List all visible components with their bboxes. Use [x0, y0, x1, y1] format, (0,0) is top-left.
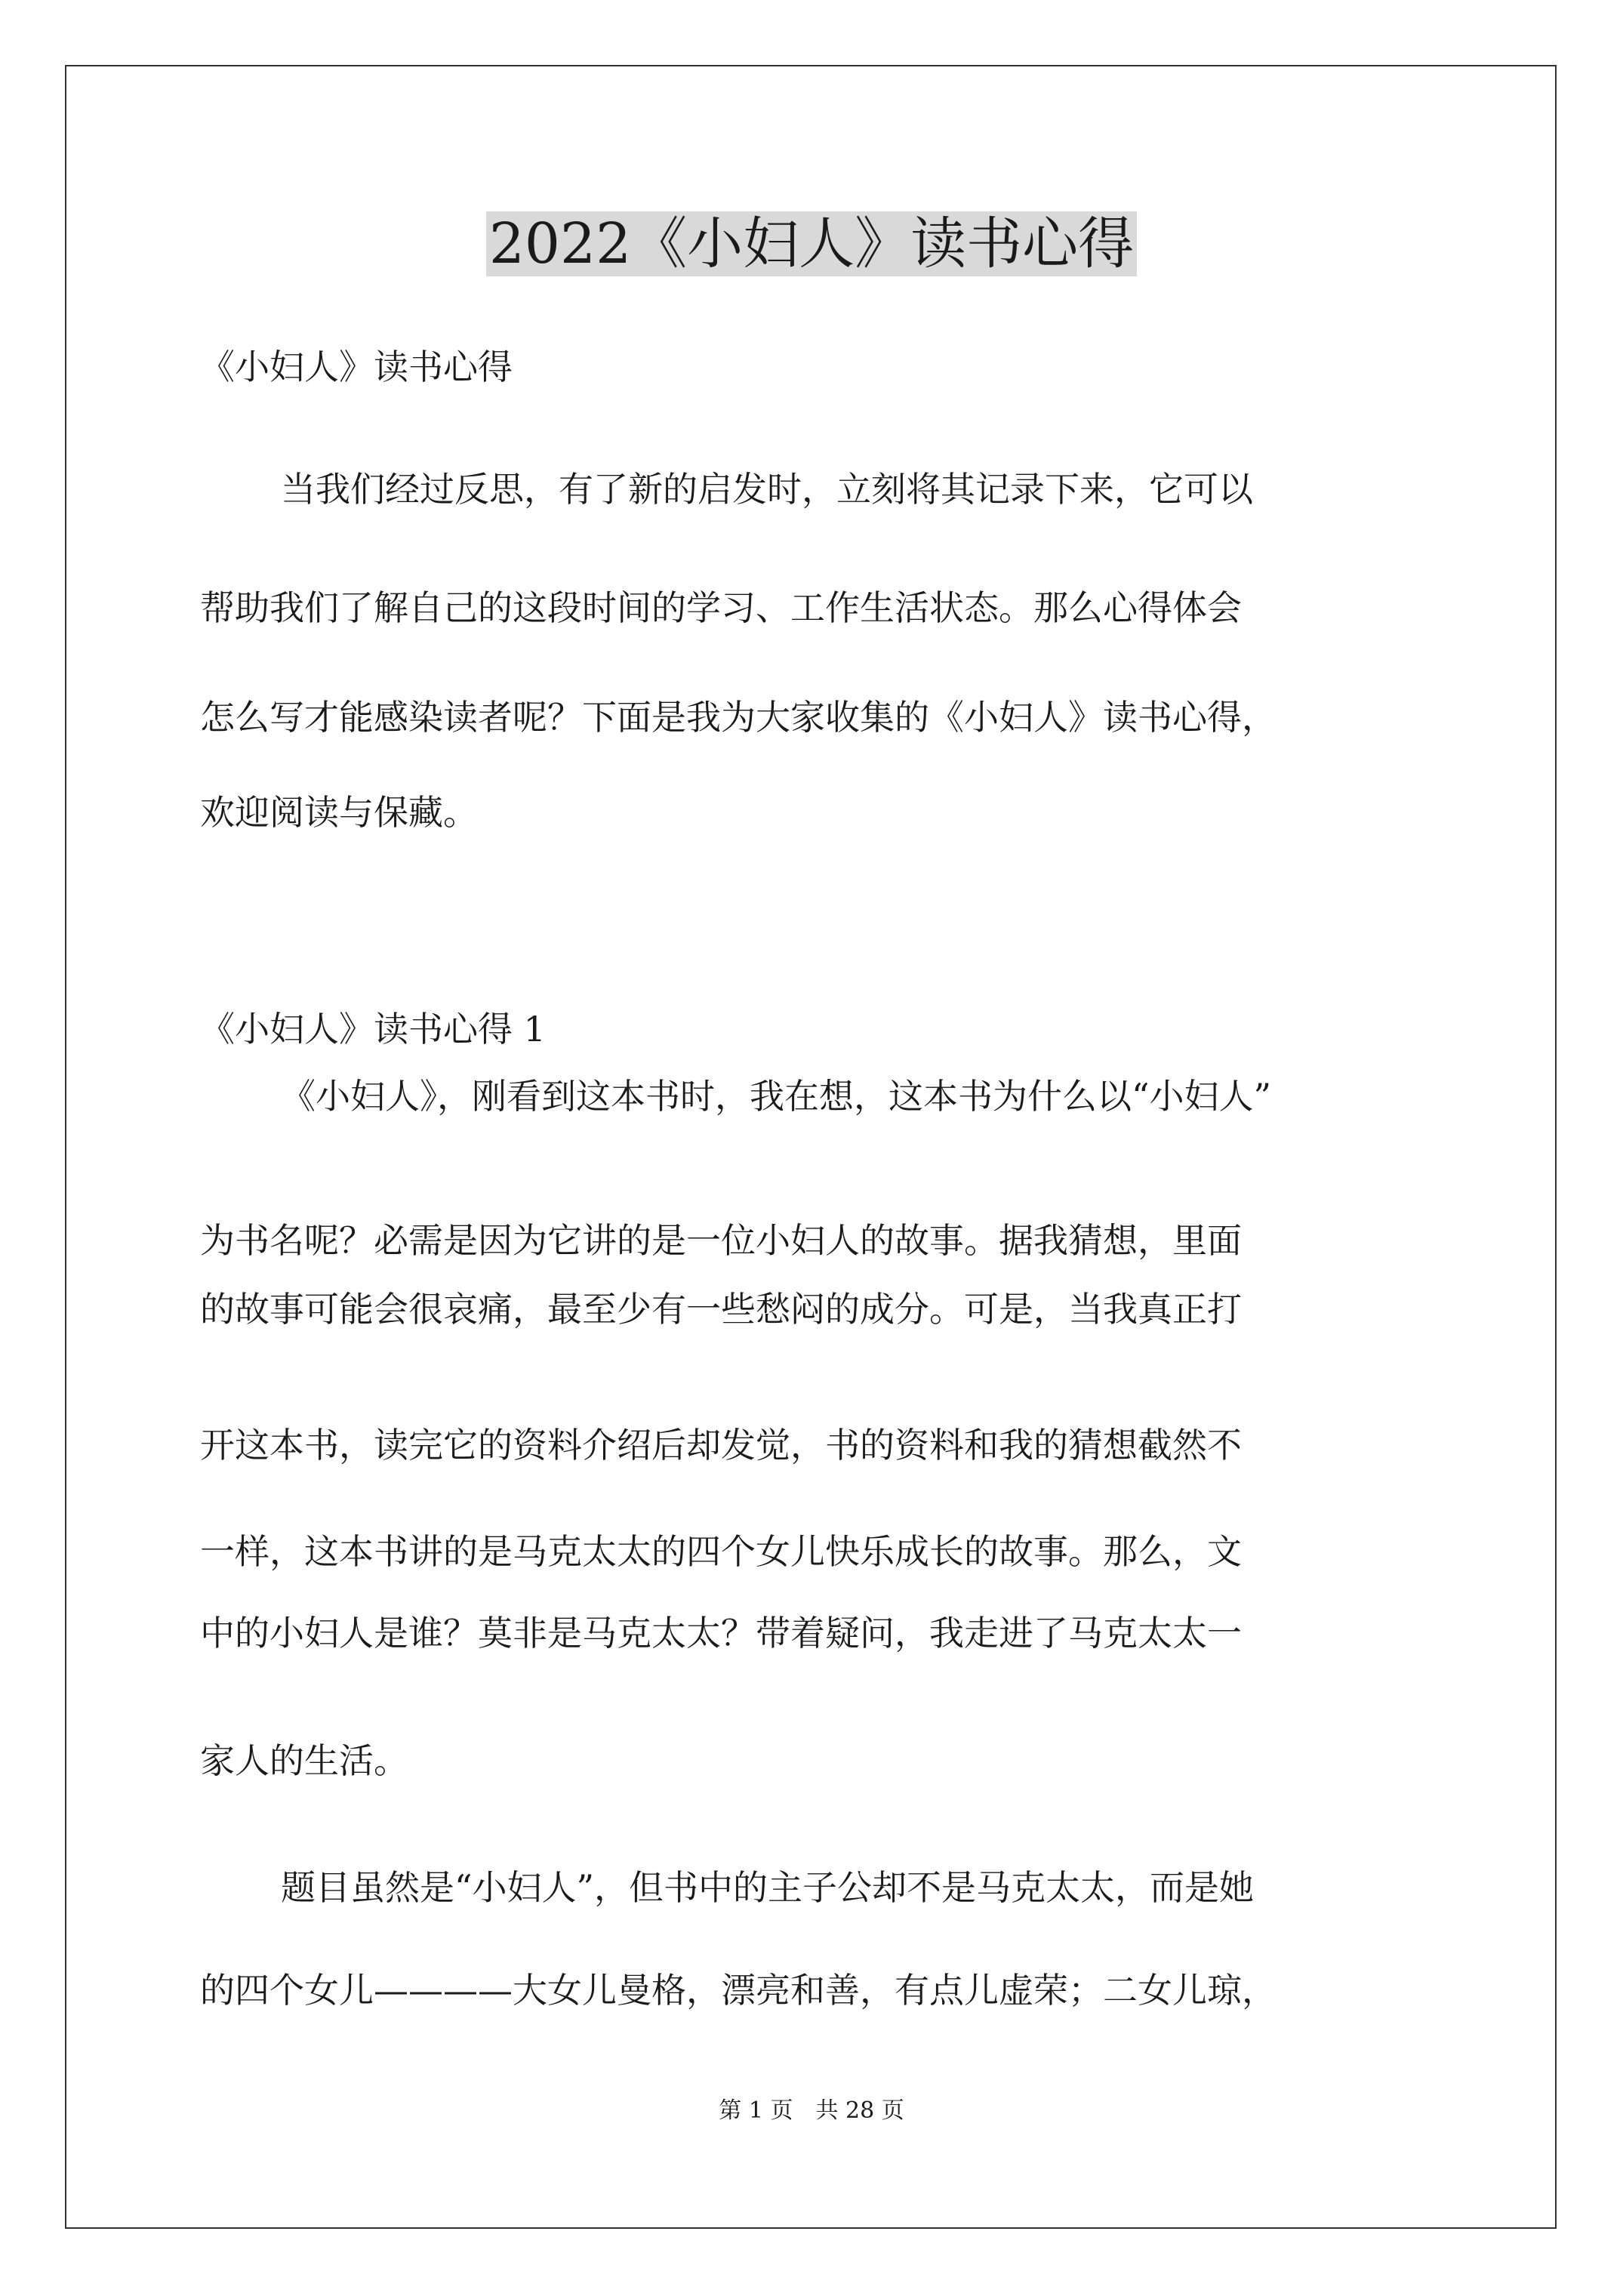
intro-line-3: 怎么写才能感染读者呢？下面是我为大家收集的《小妇人》读书心得，	[200, 697, 1277, 738]
document-title	[0, 202, 1623, 285]
page-total: 共 28 页	[815, 2097, 904, 2124]
para1-line-2: 为书名呢？必需是因为它讲的是一位小妇人的故事。据我猜想，里面	[200, 1220, 1242, 1261]
page-footer	[0, 2096, 1623, 2126]
para1-line-3: 的故事可能会很哀痛，最至少有一些愁闷的成分。可是，当我真正打	[200, 1289, 1242, 1330]
intro-line-1: 当我们经过反思，有了新的启发时，立刻将其记录下来，它可以	[281, 469, 1253, 510]
para1-line-6: 中的小妇人是谁？莫非是马克太太？带着疑问，我走进了马克太太一	[200, 1613, 1242, 1653]
para1-line-4: 开这本书，读完它的资料介绍后却发觉，书的资料和我的猜想截然不	[200, 1425, 1242, 1465]
subtitle: 《小妇人》读书心得	[200, 347, 513, 387]
intro-line-2: 帮助我们了解自己的这段时间的学习、工作生活状态。那么心得体会	[200, 587, 1242, 628]
para1-line-1: 《小妇人》，刚看到这本书时，我在想，这本书为什么以“小妇人”	[281, 1076, 1272, 1117]
page-number: 第 1 页	[719, 2097, 793, 2124]
document-title-text: 2022《小妇人》读书心得	[486, 211, 1137, 276]
para2-line-2: 的四个女儿————大女儿曼格，漂亮和善，有点儿虚荣；二女儿琼，	[200, 1970, 1277, 2011]
para1-line-5: 一样，这本书讲的是马克太太的四个女儿快乐成长的故事。那么，文	[200, 1531, 1242, 1572]
para2-line-1: 题目虽然是“小妇人”，但书中的主子公却不是马克太太，而是她	[281, 1867, 1255, 1908]
section-heading-1: 《小妇人》读书心得 1	[200, 1009, 546, 1049]
para1-line-7: 家人的生活。	[200, 1740, 408, 1781]
intro-line-4: 欢迎阅读与保藏。	[200, 792, 478, 833]
